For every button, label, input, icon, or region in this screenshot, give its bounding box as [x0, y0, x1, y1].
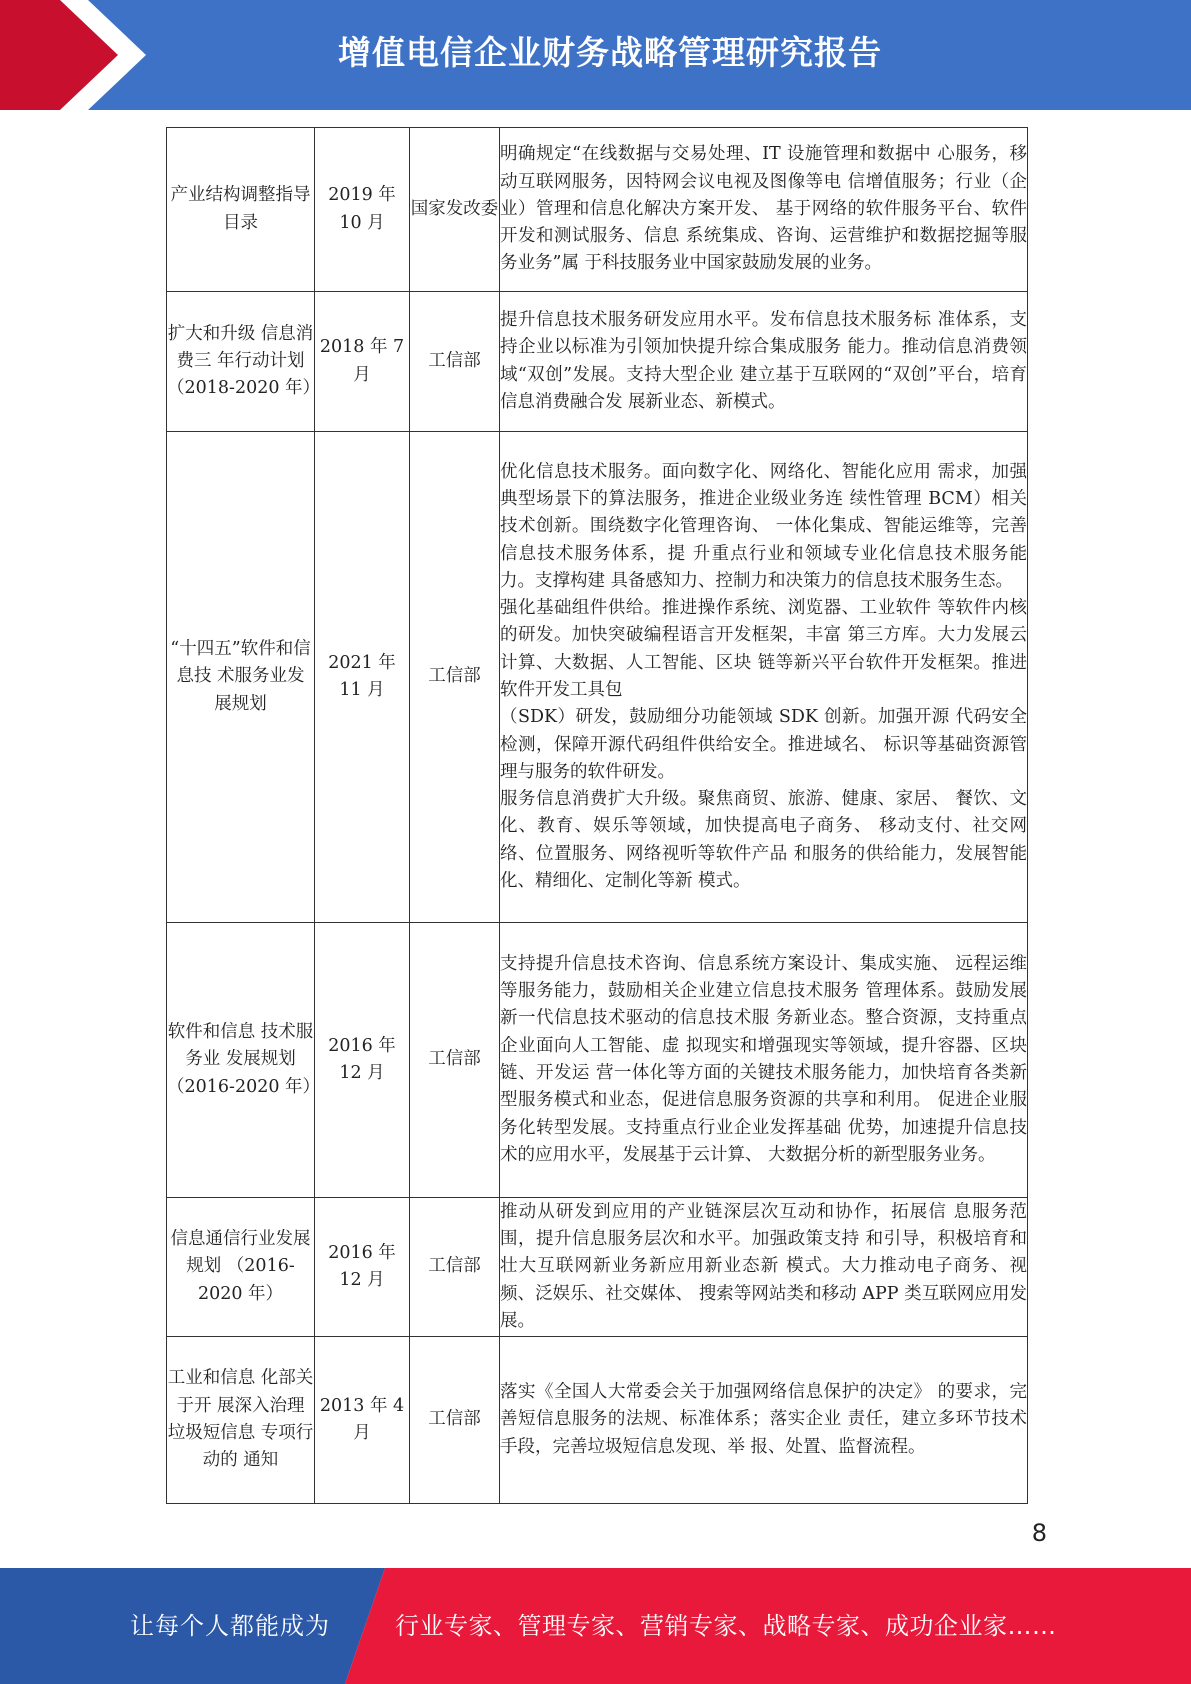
policy-description [500, 292, 1028, 432]
page-number: 8 [1031, 1519, 1047, 1547]
table-row [167, 128, 1028, 292]
description-paragraph: （SDK）研发，鼓励细分功能领域 SDK 创新。加强开源 代码安全检测，保障开源代码组件供给安全。推进域名、 标识等基础资源管理与服务的软件研发。 [500, 707, 1027, 782]
footer-slogan-right: 行业专家、管理专家、营销专家、战略专家、成功企业家…… [395, 1612, 1057, 1640]
description-paragraph: 优化信息技术服务。面向数字化、网络化、智能化应用 需求，加强典型场景下的算法服务，推进企业级业务连 续性管理 BCM）相关技术创新。围绕数字化管理咨询、 一体化集成、智能运维等，完善信息技术服务体系，提 升重点行业和领域专业化信息技术服务能力。支撑构建 具备感知力、控制力和决策力的信息技术服务生态。 [500, 461, 1027, 591]
policy-name: 信息通信行业发展规划 （2016-2020 年） [167, 1198, 315, 1337]
report-title: 增值电信企业财务战略管理研究报告 [338, 33, 882, 72]
policy-description [500, 1198, 1028, 1337]
description-paragraph: 推动从研发到应用的产业链深层次互动和协作，拓展信 息服务范围，提升信息服务层次和水平。加强政策支持 和引导，积极培育和壮大互联网新业务新应用新业态新 模式。大力推动电子商务、视频、泛娱乐、社交媒体、 搜索等网站类和移动 APP 类互联网应用发展。 [500, 1201, 1027, 1331]
policy-description [500, 128, 1028, 292]
description-paragraph: 强化基础组件供给。推进操作系统、浏览器、工业软件 等软件内核的研发。加快突破编程语言开发框架，丰富 第三方库。大力发展云计算、大数据、人工智能、区块 链等新兴平台软件开发框架。推进软件开发工具包 [500, 598, 1027, 700]
policy-description [500, 432, 1028, 923]
policy-department: 国家发改委 [410, 128, 500, 292]
policy-date: 2018 年 7 月 [315, 292, 410, 432]
table-row [167, 432, 1028, 923]
page-footer [0, 1568, 1191, 1684]
table-row [167, 292, 1028, 432]
policy-department: 工信部 [410, 923, 500, 1198]
policy-date: 2021 年 11 月 [315, 432, 410, 923]
table-row [167, 1198, 1028, 1337]
policy-description [500, 923, 1028, 1198]
policy-name: 工业和信息 化部关于开 展深入治理 垃圾短信息 专项行动的 通知 [167, 1337, 315, 1504]
policy-department: 工信部 [410, 1337, 500, 1504]
description-paragraph: 落实《全国人大常委会关于加强网络信息保护的决定》 的要求，完善短信息服务的法规、标准体系；落实企业 责任，建立多环节技术手段，完善垃圾短信息发现、举 报、处置、监督流程。 [500, 1382, 1027, 1457]
policy-department: 工信部 [410, 432, 500, 923]
page-header [0, 0, 1191, 110]
description-paragraph: 明确规定“在线数据与交易处理、IT 设施管理和数据中 心服务，移动互联网服务，因特网会议电视及图像等电 信增值服务；行业（企业）管理和信息化解决方案开发、 基于网络的软件服务平台、软件开发和测试服务、信息 系统集成、咨询、运营维护和数据挖掘等服务业务”属 于科技服务业中国家鼓励发展的业务。 [500, 144, 1027, 274]
description-paragraph: 支持提升信息技术咨询、信息系统方案设计、集成实施、 远程运维等服务能力，鼓励相关企业建立信息技术服务 管理体系。鼓励发展新一代信息技术驱动的信息技术服 务新业态。整合资源，支持重点企业面向人工智能、虚 拟现实和增强现实等领域，提升容器、区块链、开发运 营一体化等方面的关键技术服务能力，加快培育各类新 型服务模式和业态，促进信息服务资源的共享和利用。 促进企业服务化转型发展。支持重点行业企业发挥基础 优势，加速提升信息技术的应用水平，发展基于云计算、 大数据分析的新型服务业务。 [500, 953, 1027, 1165]
policy-department: 工信部 [410, 1198, 500, 1337]
policy-date: 2016 年 12 月 [315, 923, 410, 1198]
policy-name: 扩大和升级 信息消费三 年行动计划 （2018-2020 年） [167, 292, 315, 432]
policy-name: “十四五”软件和信息技 术服务业发 展规划 [167, 432, 315, 923]
description-paragraph: 服务信息消费扩大升级。聚焦商贸、旅游、健康、家居、 餐饮、文化、教育、娱乐等领域，加快提高电子商务、 移动支付、社交网络、位置服务、网络视听等软件产品 和服务的供给能力，发展智能化、精细化、定制化等新 模式。 [500, 789, 1027, 892]
policy-date: 2019 年 10 月 [315, 128, 410, 292]
description-paragraph: 提升信息技术服务研发应用水平。发布信息技术服务标 准体系，支持企业以标准为引领加快提升综合集成服务 能力。推动信息消费领域“双创”发展。支持大型企业 建立基于互联网的“双创”平台，培育信息消费融合发 展新业态、新模式。 [500, 309, 1027, 412]
policy-name: 产业结构调整指导目录 [167, 128, 315, 292]
policy-department: 工信部 [410, 292, 500, 432]
policy-date: 2013 年 4 月 [315, 1337, 410, 1504]
table-row [167, 923, 1028, 1198]
policy-description [500, 1337, 1028, 1504]
table-row [167, 1337, 1028, 1504]
policy-table [166, 127, 1028, 1504]
policy-date: 2016 年 12 月 [315, 1198, 410, 1337]
footer-slogan-left: 让每个人都能成为 [130, 1612, 330, 1640]
policy-name: 软件和信息 技术服务业 发展规划 （2016-2020 年） [167, 923, 315, 1198]
